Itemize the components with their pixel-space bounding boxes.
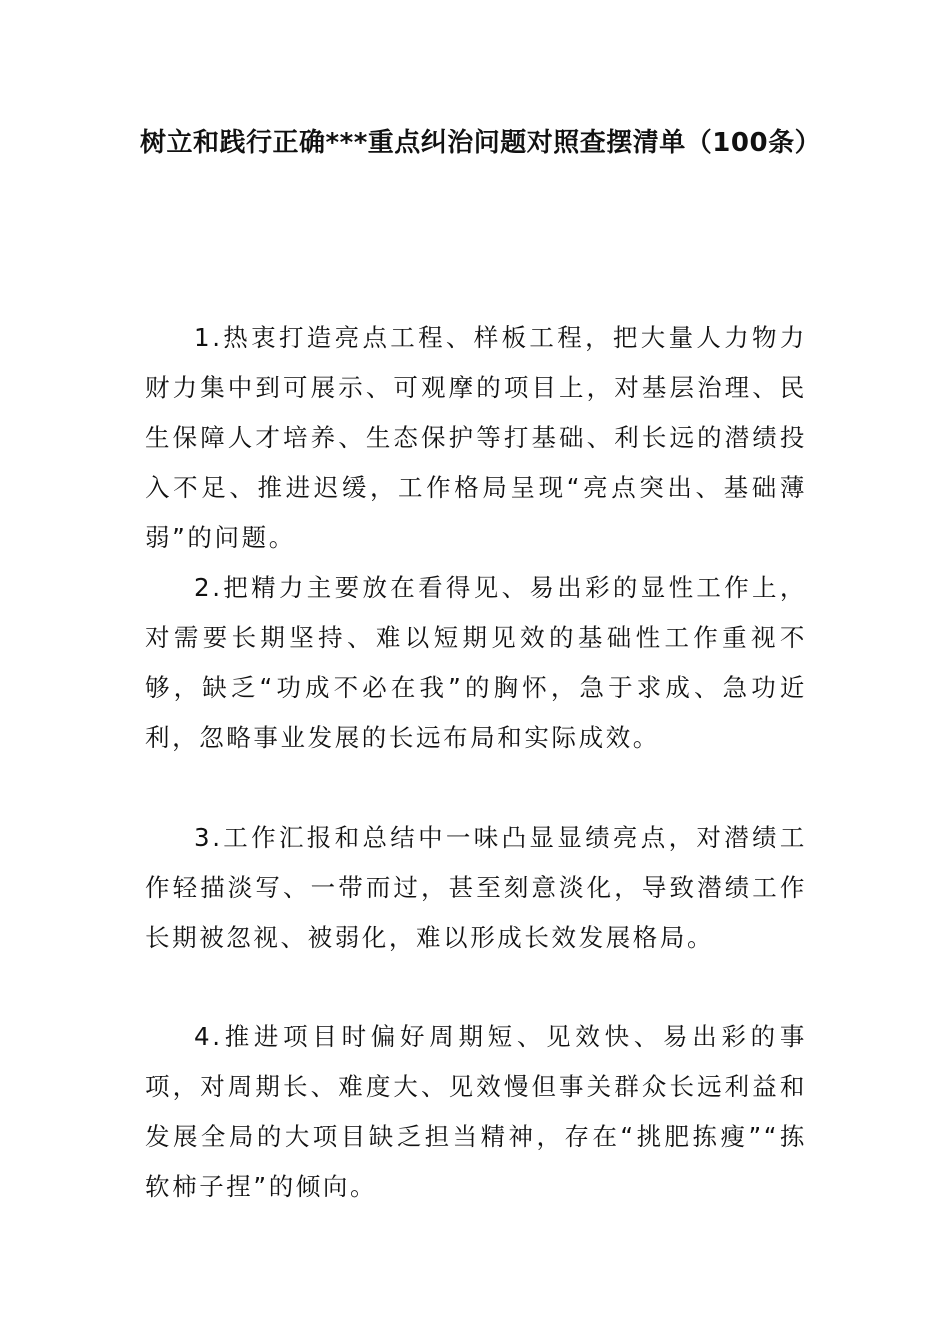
paragraph-1: 1.热衷打造亮点工程、样板工程，把大量人力物力财力集中到可展示、可观摩的项目上，对基层治理、民生保障人才培养、生态保护等打基础、利长远的潜绩投入不足、推进迟缓，工作格局呈现“亮点突出、基础薄弱”的问题。 bbox=[145, 323, 807, 552]
document-title: 树立和践行正确***重点纠治问题对照查摆清单（100条） bbox=[140, 128, 822, 158]
paragraph-3: 3.工作汇报和总结中一味凸显显绩亮点，对潜绩工作轻描淡写、一带而过，甚至刻意淡化，导致潜绩工作长期被忽视、被弱化，难以形成长效发展格局。 bbox=[145, 823, 807, 952]
paragraph-2: 2.把精力主要放在看得见、易出彩的显性工作上，对需要长期坚持、难以短期见效的基础性工作重视不够，缺乏“功成不必在我”的胸怀，急于求成、急功近利，忽略事业发展的长远布局和实际成效。 bbox=[145, 573, 807, 752]
paragraph-4: 4.推进项目时偏好周期短、见效快、易出彩的事项，对周期长、难度大、见效慢但事关群众长远利益和发展全局的大项目缺乏担当精神，存在“挑肥拣瘦”“拣软柿子捏”的倾向。 bbox=[145, 1022, 807, 1201]
